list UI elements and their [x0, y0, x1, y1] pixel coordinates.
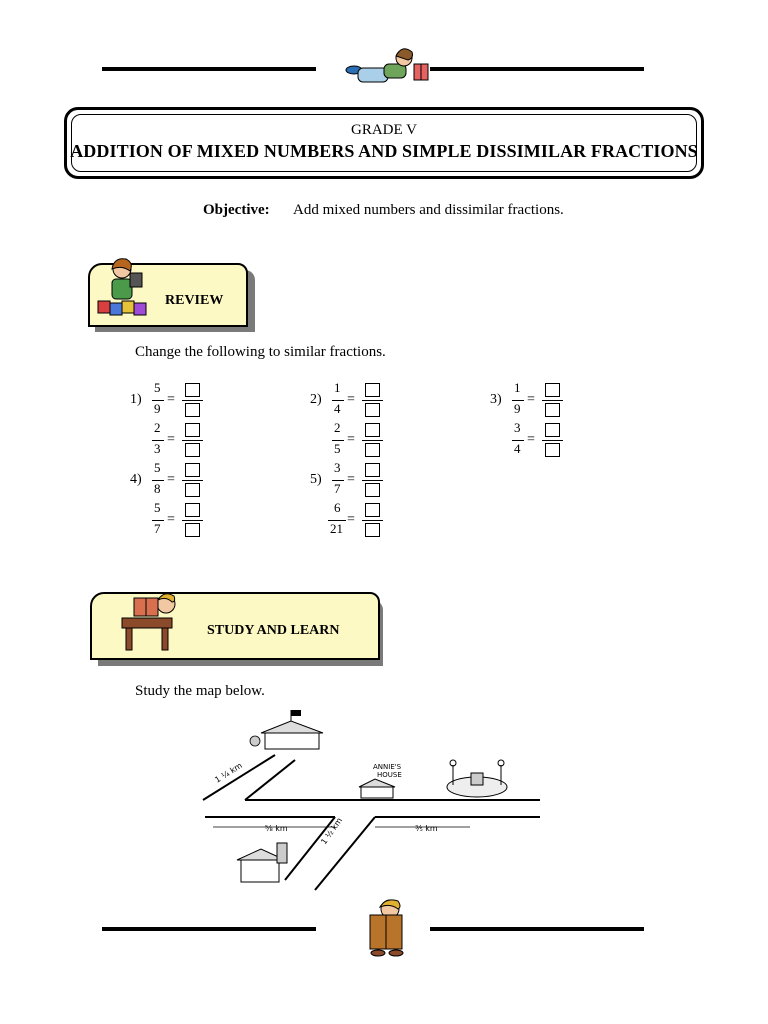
fraction-denominator: 9	[154, 401, 161, 416]
grade-label: GRADE V	[351, 122, 417, 138]
girl-reading-abc-icon	[96, 257, 152, 323]
map-house-label-2: HOUSE	[377, 771, 402, 779]
answer-numerator-box[interactable]	[365, 463, 380, 477]
answer-numerator-box[interactable]	[545, 423, 560, 437]
fraction-denominator: 21	[330, 521, 343, 536]
answer-fraction-bar	[542, 400, 563, 401]
fraction-numerator: 5	[154, 500, 161, 515]
page-title: ADDITION OF MIXED NUMBERS AND SIMPLE DISSIMILAR FRACTIONS	[70, 141, 698, 161]
review-tab	[88, 263, 248, 327]
problem-number: 4)	[130, 472, 142, 487]
girl-reading-icon	[332, 42, 436, 92]
study-label: STUDY AND LEARN	[207, 623, 340, 638]
fraction-numerator: 3	[514, 420, 521, 435]
fraction-denominator: 5	[334, 441, 341, 456]
review-label: REVIEW	[165, 293, 224, 308]
fraction-numerator: 1	[334, 380, 341, 395]
answer-denominator-box[interactable]	[545, 403, 560, 417]
answer-numerator-box[interactable]	[185, 503, 200, 517]
map-dist-bottom: 1 ½ km	[319, 816, 345, 847]
answer-numerator-box[interactable]	[365, 503, 380, 517]
answer-denominator-box[interactable]	[185, 403, 200, 417]
answer-denominator-box[interactable]	[365, 443, 380, 457]
equals-sign: =	[167, 472, 175, 487]
answer-numerator-box[interactable]	[545, 383, 560, 397]
equals-sign: =	[347, 472, 355, 487]
bottom-rule-right	[430, 927, 644, 931]
problem-4	[130, 460, 250, 540]
fraction-denominator: 9	[514, 401, 521, 416]
school-building-icon	[250, 710, 323, 749]
answer-denominator-box[interactable]	[185, 523, 200, 537]
top-rule-right	[430, 67, 644, 71]
equals-sign: =	[167, 512, 175, 527]
study-tab	[90, 592, 380, 660]
objective-text: Add mixed numbers and dissimilar fractions.	[293, 202, 564, 218]
map-dist-right: ⅗ km	[415, 824, 438, 833]
map-house-label-1: ANNIE'S	[373, 763, 402, 771]
fraction-numerator: 2	[154, 420, 161, 435]
answer-fraction-bar	[182, 440, 203, 441]
problem-1	[130, 380, 250, 460]
answer-fraction-bar	[182, 520, 203, 521]
fraction-denominator: 8	[154, 481, 161, 496]
equals-sign: =	[527, 392, 535, 407]
problem-number: 3)	[490, 392, 502, 407]
problem-number: 1)	[130, 392, 142, 407]
objective-label: Objective:	[203, 202, 270, 218]
map-dist-left: 1 ¼ km	[213, 760, 244, 785]
fraction-denominator: 4	[334, 401, 341, 416]
fraction-denominator: 3	[154, 441, 161, 456]
answer-denominator-box[interactable]	[365, 483, 380, 497]
answer-numerator-box[interactable]	[365, 423, 380, 437]
bottom-rule-left	[102, 927, 316, 931]
answer-denominator-box[interactable]	[365, 523, 380, 537]
fraction-numerator: 5	[154, 380, 161, 395]
answer-fraction-bar	[362, 520, 383, 521]
top-rule-left	[102, 67, 316, 71]
problem-3	[490, 380, 610, 460]
fraction-numerator: 6	[334, 500, 341, 515]
answer-fraction-bar	[362, 440, 383, 441]
answer-fraction-bar	[362, 480, 383, 481]
equals-sign: =	[167, 392, 175, 407]
review-instruction: Change the following to similar fractions.	[135, 344, 386, 360]
boy-reading-at-desk-icon	[120, 588, 186, 654]
equals-sign: =	[347, 392, 355, 407]
answer-fraction-bar	[182, 400, 203, 401]
equals-sign: =	[167, 432, 175, 447]
boy-reading-icon	[358, 897, 414, 959]
park-fountain-icon	[447, 760, 507, 797]
distance-map	[195, 705, 545, 895]
fraction-numerator: 5	[154, 460, 161, 475]
answer-denominator-box[interactable]	[185, 483, 200, 497]
fraction-denominator: 4	[514, 441, 521, 456]
fraction-denominator: 7	[154, 521, 161, 536]
study-instruction: Study the map below.	[135, 683, 265, 699]
equals-sign: =	[347, 512, 355, 527]
answer-fraction-bar	[362, 400, 383, 401]
annies-house-icon	[359, 763, 402, 798]
answer-fraction-bar	[182, 480, 203, 481]
answer-numerator-box[interactable]	[185, 423, 200, 437]
fraction-numerator: 1	[514, 380, 521, 395]
problem-5	[310, 460, 430, 540]
fraction-denominator: 7	[334, 481, 341, 496]
answer-numerator-box[interactable]	[365, 383, 380, 397]
fraction-numerator: 2	[334, 420, 341, 435]
equals-sign: =	[347, 432, 355, 447]
answer-denominator-box[interactable]	[365, 403, 380, 417]
title-box	[64, 107, 704, 179]
answer-numerator-box[interactable]	[185, 383, 200, 397]
map-dist-mid: ⅝ km	[265, 824, 288, 833]
answer-fraction-bar	[542, 440, 563, 441]
answer-denominator-box[interactable]	[545, 443, 560, 457]
problem-2	[310, 380, 430, 460]
church-building-icon	[237, 843, 287, 882]
answer-denominator-box[interactable]	[185, 443, 200, 457]
answer-numerator-box[interactable]	[185, 463, 200, 477]
fraction-numerator: 3	[334, 460, 341, 475]
problem-number: 5)	[310, 472, 322, 487]
equals-sign: =	[527, 432, 535, 447]
problem-number: 2)	[310, 392, 322, 407]
